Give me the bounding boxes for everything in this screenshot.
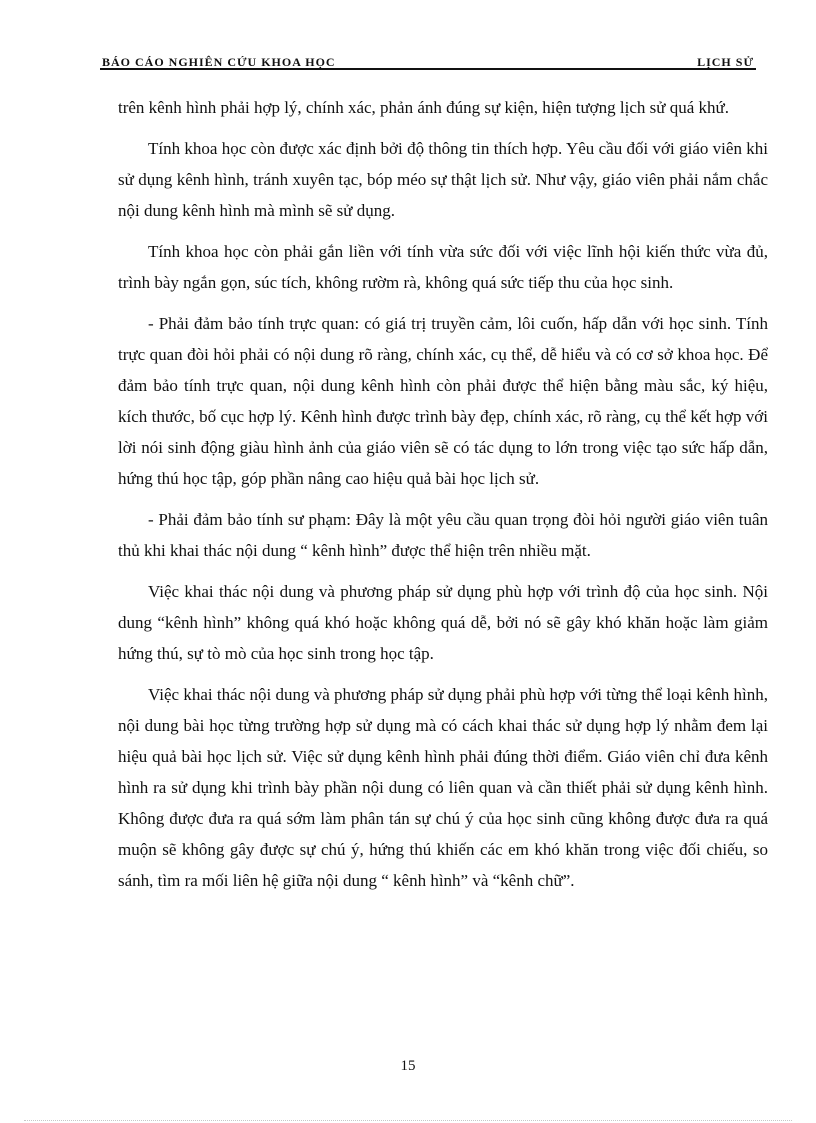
paragraph-3: Tính khoa học còn phải gắn liền với tính vừa sức đối với việc lĩnh hội kiến thức vừa đủ, trình bày ngắn gọn, súc tích, không rườm rà, không quá sức tiếp thu của học sinh. — [118, 242, 768, 292]
document-body — [118, 92, 768, 906]
page-header — [100, 54, 756, 70]
header-title-left: BÁO CÁO NGHIÊN CỨU KHOA HỌC — [102, 55, 336, 69]
footer-divider — [24, 1120, 792, 1121]
paragraph-6: Việc khai thác nội dung và phương pháp sử dụng phù hợp với trình độ của học sinh. Nội dung “kênh hình” không quá khó hoặc không quá dễ, bởi nó sẽ gây khó khăn hoặc làm giảm hứng thú, sự tò mò của học sinh trong học tập. — [118, 582, 768, 663]
page-number: 15 — [400, 1058, 416, 1074]
paragraph-7: Việc khai thác nội dung và phương pháp sử dụng phải phù hợp với từng thể loại kênh hình, nội dung bài học từng trường hợp sử dụng mà có cách khai thác sử dụng hợp lý nhằm đem lại hiệu quả bài học lịch sử. Việc sử dụng kênh hình phải đúng thời điểm. Giáo viên chỉ đưa kênh hình ra sử dụng khi trình bày phần nội dung có liên quan và cần thiết phải sử dụng kênh hình. Không được đưa ra quá sớm làm phân tán sự chú ý của học sinh cũng không được đưa ra quá muộn sẽ không gây được sự chú ý, hứng thú khiến các em khó khăn trong việc đối chiếu, so sánh, tìm ra mối liên hệ giữa nội dung “ kênh hình” và “kênh chữ”. — [118, 685, 768, 890]
paragraph-2: Tính khoa học còn được xác định bởi độ thông tin thích hợp. Yêu cầu đối với giáo viên khi sử dụng kênh hình, tránh xuyên tạc, bóp méo sự thật lịch sử. Như vậy, giáo viên phải nắm chắc nội dung kênh hình mà mình sẽ sử dụng. — [118, 139, 768, 220]
header-title-right: LỊCH SỬ — [697, 55, 754, 69]
paragraph-4: - Phải đảm bảo tính trực quan: có giá trị truyền cảm, lôi cuốn, hấp dẫn với học sinh. Tính trực quan đòi hỏi phải có nội dung rõ ràng, chính xác, cụ thể, dễ hiểu và có cơ sở khoa học. Để đảm bảo tính trực quan, nội dung kênh hình còn phải được thể hiện bằng màu sắc, ký hiệu, kích thước, bố cục hợp lý. Kênh hình được trình bày đẹp, chính xác, rõ ràng, cụ thể kết hợp với lời nói sinh động giàu hình ảnh của giáo viên sẽ có tác dụng to lớn trong việc tạo sức hấp dẫn, hứng thú học tập, góp phần nâng cao hiệu quả bài học lịch sử. — [118, 314, 768, 488]
paragraph-1: trên kênh hình phải hợp lý, chính xác, phản ánh đúng sự kiện, hiện tượng lịch sử quá khứ. — [118, 98, 730, 117]
paragraph-5: - Phải đảm bảo tính sư phạm: Đây là một yêu cầu quan trọng đòi hỏi người giáo viên tuân thủ khi khai thác nội dung “ kênh hình” được thể hiện trên nhiều mặt. — [118, 510, 768, 560]
